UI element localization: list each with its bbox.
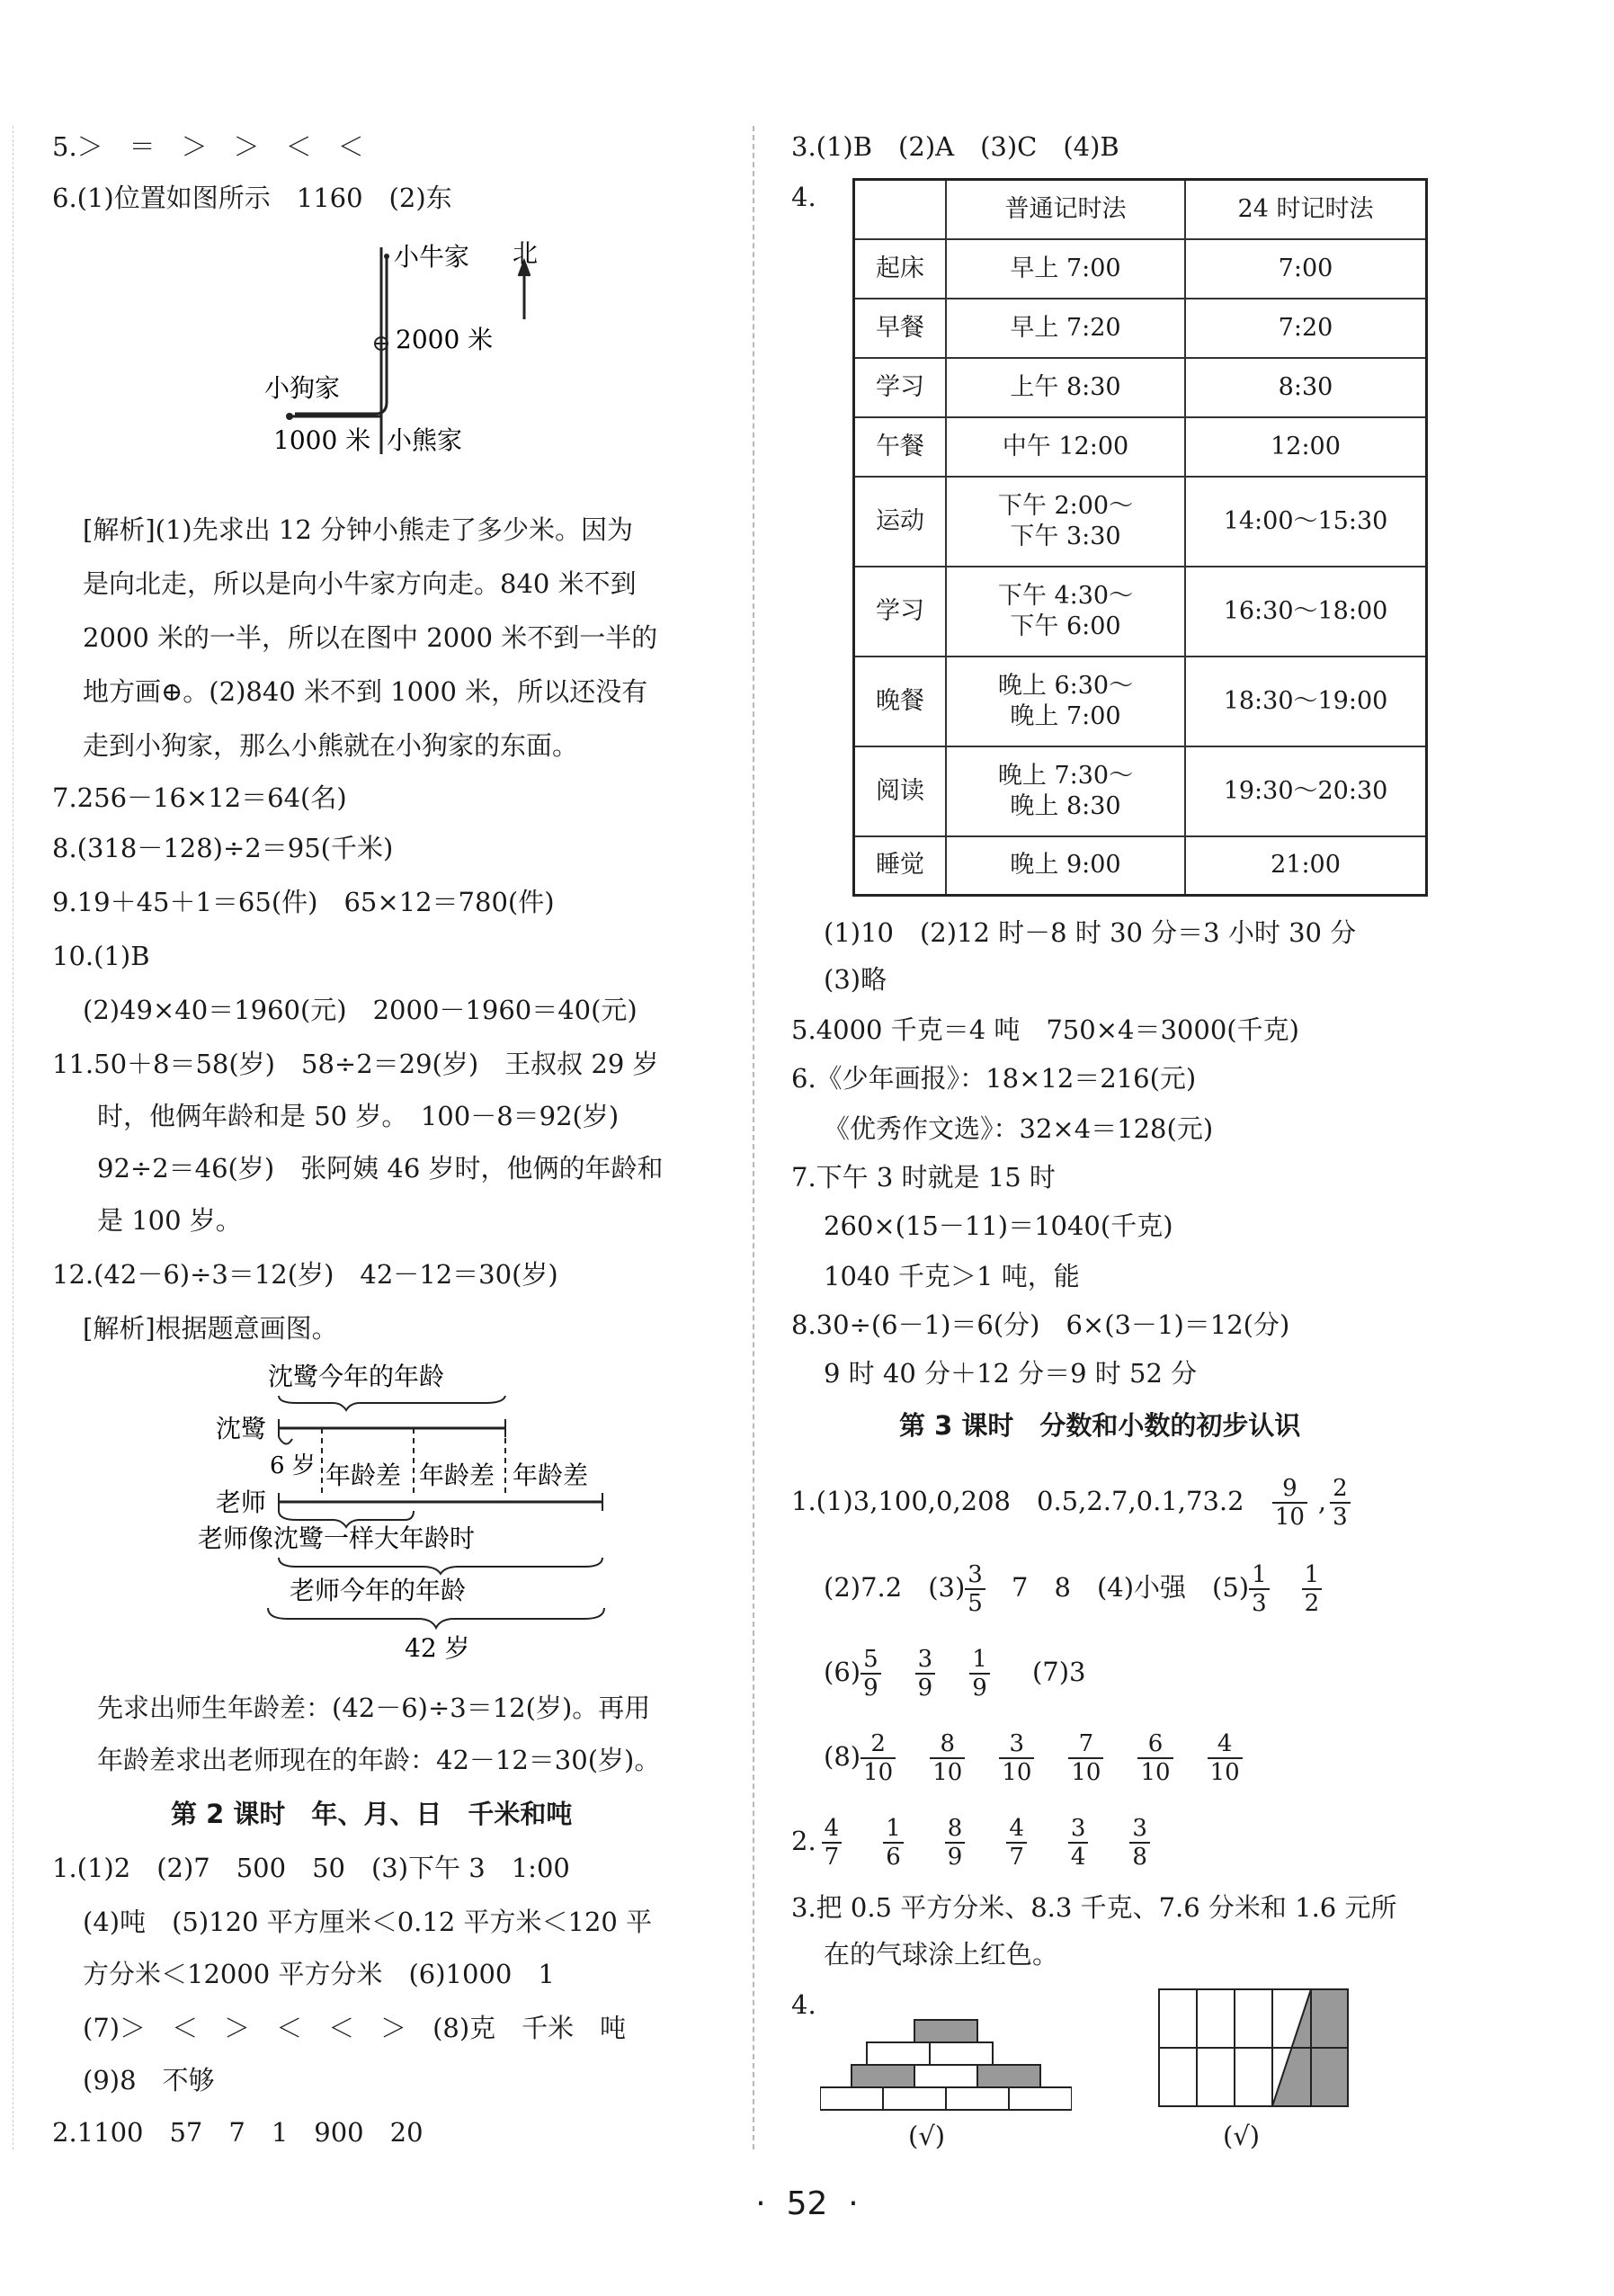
lesson-2-line4: (7)＞ ＜ ＞ ＜ ＜ ＞ (8)克 千米 吨 xyxy=(83,2013,627,2043)
fraction xyxy=(1330,1475,1351,1531)
answer-11-line4: 是 100 岁。 xyxy=(97,1205,242,1236)
table-row xyxy=(854,299,1427,358)
numerator: 3 xyxy=(915,1646,936,1675)
fraction xyxy=(1137,1730,1173,1786)
numerator: 3 xyxy=(999,1730,1034,1759)
answer-r6a: 6.《少年画报》：18×12＝216(元) xyxy=(791,1063,1197,1094)
denominator: 10 xyxy=(1071,1759,1101,1786)
fraction-q10-line1: 3.把 0.5 平方分米、8.3 千克、7.6 分米和 1.6 元所 xyxy=(791,1892,1397,1923)
numerator: 4 xyxy=(1006,1815,1027,1844)
diagram-same: 老师像沈鹭一样大年龄时 xyxy=(198,1523,476,1553)
table-cell: 19:30～20:30 xyxy=(1185,746,1427,836)
answer-r8a: 8.30÷(6－1)＝6(分) 6×(3－1)＝12(分) xyxy=(791,1309,1290,1340)
denominator: 9 xyxy=(947,1844,963,1871)
answer-11-line3: 92÷2＝46(岁) 张阿姨 46 岁时，他俩的年龄和 xyxy=(97,1153,664,1184)
table-cell xyxy=(946,567,1185,657)
fraction-q1: 1.(1)3,100,0,208 0.5,2.7,0.1,73.2 $\frac{9}{10}$ , $\frac{2}{3}$ xyxy=(791,1475,1361,1531)
table-cell: 起床 xyxy=(854,239,947,299)
fraction-q8 xyxy=(824,1730,1253,1786)
lesson-2-line5: (9)8 不够 xyxy=(83,2065,215,2095)
fraction xyxy=(861,1730,896,1786)
answer-6: 6.(1)位置如图所示 1160 (2)东 xyxy=(52,183,452,213)
table-cell: 18:30～19:00 xyxy=(1185,657,1427,746)
denominator: 9 xyxy=(917,1675,933,1702)
page-number-text: 52 xyxy=(786,2185,828,2222)
fraction xyxy=(1208,1730,1243,1786)
table-row xyxy=(854,417,1427,477)
fraction xyxy=(969,1646,990,1702)
table-cell: 14:00～15:30 xyxy=(1185,477,1427,567)
table-cell: 7:00 xyxy=(1185,239,1427,299)
numerator: 1 xyxy=(969,1646,990,1675)
answer-r8b: 9 时 40 分＋12 分＝9 时 52 分 xyxy=(824,1358,1198,1389)
denominator: 7 xyxy=(824,1844,840,1871)
denominator: 7 xyxy=(1009,1844,1024,1871)
explain-12-line1: 先求出师生年龄差：(42－6)÷3＝12(岁)。再用 xyxy=(97,1693,651,1723)
table-cell: 阅读 xyxy=(854,746,947,836)
numerator: 5 xyxy=(861,1646,881,1675)
numerator: 4 xyxy=(1208,1730,1243,1759)
denominator: 10 xyxy=(863,1759,894,1786)
map-gou-label: 小狗家 xyxy=(264,373,341,403)
table-row xyxy=(854,746,1427,836)
cell-line: 晚上 6:30～ xyxy=(997,671,1134,700)
table-cell: 午餐 xyxy=(854,417,947,477)
fraction-q8-text: (8) xyxy=(824,1741,861,1772)
denominator: 10 xyxy=(1274,1504,1305,1531)
answer-5: 5.＞ ＝ ＞ ＞ ＜ ＜ xyxy=(52,131,364,162)
answer-10b: (2)49×40＝1960(元) 2000－1960＝40(元) xyxy=(83,995,638,1025)
table-cell xyxy=(946,836,1185,896)
cell-line: 早上 7:20 xyxy=(1010,313,1121,342)
table-row xyxy=(854,836,1427,896)
table-row xyxy=(854,477,1427,567)
numerator: 1 xyxy=(1302,1561,1323,1590)
answer-r4: 4. xyxy=(791,182,816,212)
fraction xyxy=(945,1815,966,1871)
answer-7: 7.256－16×12＝64(名) xyxy=(52,782,347,813)
numerator: 3 xyxy=(965,1561,985,1590)
fraction xyxy=(1068,1730,1103,1786)
table-row xyxy=(854,358,1427,417)
answer-r6b: 《优秀作文选》：32×4＝128(元) xyxy=(824,1113,1214,1144)
numerator: 9 xyxy=(1272,1475,1307,1504)
denominator: 6 xyxy=(886,1844,901,1871)
fraction xyxy=(999,1730,1034,1786)
cell-line: 下午 2:00～ xyxy=(997,491,1134,520)
table-cell: 12:00 xyxy=(1185,417,1427,477)
denominator: 10 xyxy=(1209,1759,1240,1786)
check-mark-1: (√) xyxy=(908,2121,946,2151)
page-number: · 52 · xyxy=(755,2185,859,2222)
table-row xyxy=(854,657,1427,746)
answer-r4b: (1)10 (2)12 时－8 时 30 分＝3 小时 30 分 xyxy=(824,917,1357,948)
column-divider xyxy=(753,126,754,2149)
cell-line: 下午 4:30～ xyxy=(997,581,1134,610)
diagram-diff-2: 年龄差 xyxy=(419,1461,495,1490)
table-cell: 21:00 xyxy=(1185,836,1427,896)
denominator: 9 xyxy=(972,1675,987,1702)
diagram-top: 沈鹭今年的年龄 xyxy=(268,1362,445,1391)
diagram-six: 6 岁 xyxy=(270,1452,316,1479)
lesson-2-line3: 方分米＜12000 平方分米 (6)1000 1 xyxy=(83,1959,555,1989)
answer-r3: 3.(1)B (2)A (3)C (4)B xyxy=(791,131,1119,162)
analysis-6-line4: 地方画⊕。(2)840 米不到 1000 米，所以还没有 xyxy=(83,676,648,707)
fraction-q7-text: (7)3 xyxy=(1031,1657,1086,1687)
table-cell xyxy=(946,299,1185,358)
numerator: 8 xyxy=(930,1730,965,1759)
brick-figure xyxy=(820,2016,1072,2115)
fraction xyxy=(861,1646,881,1702)
numerator: 3 xyxy=(1129,1815,1150,1844)
position-map xyxy=(252,229,548,463)
fraction xyxy=(1129,1815,1150,1871)
diagram-diff-1: 年龄差 xyxy=(325,1461,402,1490)
table-cell: 早餐 xyxy=(854,299,947,358)
fraction xyxy=(1272,1475,1307,1531)
answer-r4c: (3)略 xyxy=(824,964,887,995)
fraction-q11: 4. xyxy=(791,1989,816,2020)
table-cell xyxy=(946,657,1185,746)
table-cell: 睡觉 xyxy=(854,836,947,896)
fraction xyxy=(1068,1815,1089,1871)
table-cell: 运动 xyxy=(854,477,947,567)
analysis-6-line1: [解析](1)先求出 12 分钟小熊走了多少米。因为 xyxy=(83,514,634,545)
grid-figure xyxy=(1158,1988,1349,2108)
map-2000-label: 2000 米 xyxy=(396,325,494,354)
table-cell xyxy=(946,358,1185,417)
cell-line: 下午 6:00 xyxy=(1010,612,1121,640)
fraction-q2-text-b: 7 8 (4)小强 (5) xyxy=(1012,1572,1250,1603)
map-north-label: 北 xyxy=(513,238,539,268)
table-header-empty xyxy=(854,180,947,239)
lesson-2-line2: (4)吨 (5)120 平方厘米＜0.12 平方米＜120 平 xyxy=(83,1907,653,1937)
analysis-6-line3: 2000 米的一半，所以在图中 2000 米不到一半的 xyxy=(83,622,658,653)
table-cell: 学习 xyxy=(854,358,947,417)
cell-line: 中午 12:00 xyxy=(1002,432,1129,460)
denominator: 10 xyxy=(1002,1759,1032,1786)
denominator: 5 xyxy=(968,1590,983,1617)
fraction xyxy=(1249,1561,1270,1617)
numerator: 8 xyxy=(945,1815,966,1844)
numerator: 1 xyxy=(883,1815,904,1844)
cell-line: 上午 8:30 xyxy=(1010,372,1121,401)
lesson-2-line6: 2.1100 57 7 1 900 20 xyxy=(52,2117,424,2148)
fraction xyxy=(883,1815,904,1871)
table-cell xyxy=(946,417,1185,477)
diagram-shen: 沈鹭 xyxy=(216,1414,267,1443)
table-cell xyxy=(946,239,1185,299)
fraction-q9 xyxy=(791,1815,1161,1871)
table-cell: 学习 xyxy=(854,567,947,657)
fraction-q9-text: 2. xyxy=(791,1826,816,1856)
diagram-now: 老师今年的年龄 xyxy=(290,1576,467,1605)
fraction xyxy=(1302,1561,1323,1617)
analysis-12: [解析]根据题意画图。 xyxy=(83,1313,338,1344)
table-header-normal: 普通记时法 xyxy=(946,180,1185,239)
denominator: 2 xyxy=(1304,1590,1320,1617)
lesson-2-heading: 第 2 课时 年、月、日 千米和吨 xyxy=(171,1799,573,1829)
cell-line: 早上 7:00 xyxy=(1010,254,1121,282)
table-cell xyxy=(946,477,1185,567)
answer-r7c: 1040 千克＞1 吨，能 xyxy=(824,1261,1080,1291)
table-header-24h: 24 时记时法 xyxy=(1185,180,1427,239)
analysis-6-line5: 走到小狗家，那么小熊就在小狗家的东面。 xyxy=(83,730,579,761)
denominator: 9 xyxy=(863,1675,878,1702)
age-diagram xyxy=(189,1358,629,1682)
fraction xyxy=(822,1815,843,1871)
check-mark-2: (√) xyxy=(1223,2121,1261,2151)
answer-9: 9.19＋45＋1＝65(件) 65×12＝780(件) xyxy=(52,887,555,917)
table-cell: 16:30～18:00 xyxy=(1185,567,1427,657)
denominator: 3 xyxy=(1252,1590,1267,1617)
table-row xyxy=(854,567,1427,657)
denominator: 10 xyxy=(1140,1759,1171,1786)
denominator: 4 xyxy=(1070,1844,1086,1871)
diagram-teacher: 老师 xyxy=(216,1487,267,1517)
fraction-q10-line2: 在的气球涂上红色。 xyxy=(824,1939,1059,1970)
lesson-3-heading: 第 3 课时 分数和小数的初步认识 xyxy=(899,1410,1301,1441)
cell-line: 下午 3:30 xyxy=(1010,522,1121,550)
fraction-q2-text-a: (2)7.2 (3) xyxy=(824,1572,966,1603)
diagram-total: 42 岁 xyxy=(405,1633,470,1663)
denominator: 8 xyxy=(1132,1844,1147,1871)
lesson-2-line1: 1.(1)2 (2)7 500 50 (3)下午 3 1:00 xyxy=(52,1853,570,1883)
answer-12: 12.(42－6)÷3＝12(岁) 42－12＝30(岁) xyxy=(52,1259,558,1290)
answer-r7a: 7.下午 3 时就是 15 时 xyxy=(791,1162,1056,1193)
table-row xyxy=(854,239,1427,299)
cell-line: 晚上 8:30 xyxy=(1010,791,1121,820)
answer-11-line2: 时，他俩年龄和是 50 岁。 100－8＝92(岁) xyxy=(97,1101,620,1131)
cell-line: 晚上 7:00 xyxy=(1010,701,1121,730)
cell-line: 晚上 7:30～ xyxy=(997,761,1134,790)
map-niu-label: 小牛家 xyxy=(394,242,470,272)
fraction xyxy=(930,1730,965,1786)
answer-r7b: 260×(15－11)＝1040(千克) xyxy=(824,1211,1173,1241)
numerator: 2 xyxy=(1330,1475,1351,1504)
table-cell xyxy=(946,746,1185,836)
denominator: 10 xyxy=(932,1759,963,1786)
numerator: 2 xyxy=(861,1730,896,1759)
answer-10a: 10.(1)B xyxy=(52,941,150,971)
fraction xyxy=(915,1646,936,1702)
fraction-q2 xyxy=(824,1561,1333,1617)
map-1000-label: 1000 米 xyxy=(273,425,371,455)
fraction xyxy=(965,1561,985,1617)
explain-12-line2: 年龄差求出老师现在的年龄：42－12＝30(岁)。 xyxy=(97,1745,661,1775)
diagram-diff-3: 年龄差 xyxy=(513,1461,589,1490)
numerator: 7 xyxy=(1068,1730,1103,1759)
numerator: 1 xyxy=(1249,1561,1270,1590)
analysis-6-line2: 是向北走，所以是向小牛家方向走。840 米不到 xyxy=(83,568,637,599)
fraction-q6-text: (6) xyxy=(824,1657,861,1687)
fraction xyxy=(1006,1815,1027,1871)
table-cell: 7:20 xyxy=(1185,299,1427,358)
map-xiong-label: 小熊家 xyxy=(387,425,463,455)
numerator: 6 xyxy=(1137,1730,1173,1759)
numerator: 4 xyxy=(822,1815,843,1844)
fraction-q6 xyxy=(824,1646,1085,1702)
answer-r5: 5.4000 千克＝4 吨 750×4＝3000(千克) xyxy=(791,1014,1299,1045)
numerator: 3 xyxy=(1068,1815,1089,1844)
time-table xyxy=(852,178,1428,897)
table-cell: 晚餐 xyxy=(854,657,947,746)
table-cell: 8:30 xyxy=(1185,358,1427,417)
fraction-q1-text: 1.(1)3,100,0,208 0.5,2.7,0.1,73.2 xyxy=(791,1486,1244,1516)
denominator: 3 xyxy=(1333,1504,1348,1531)
cell-line: 晚上 9:00 xyxy=(1010,851,1121,880)
answer-11-line1: 11.50＋8＝58(岁) 58÷2＝29(岁) 王叔叔 29 岁 xyxy=(52,1049,659,1079)
answer-8: 8.(318－128)÷2＝95(千米) xyxy=(52,833,394,863)
